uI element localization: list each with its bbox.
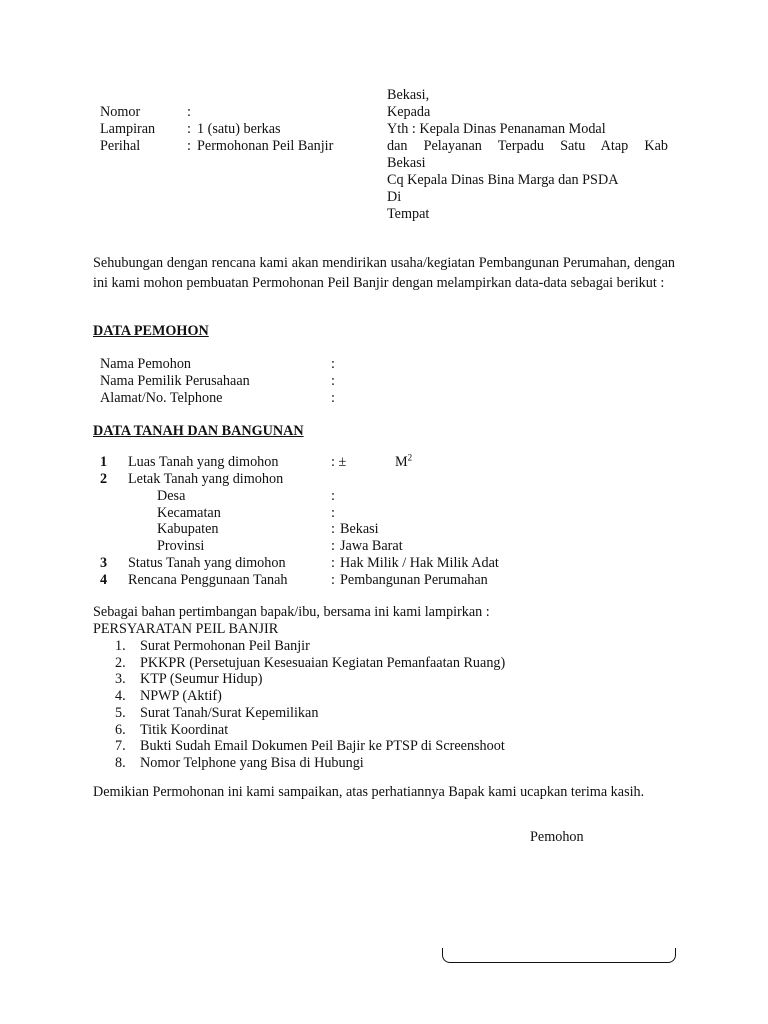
lampiran-label: Lampiran xyxy=(100,121,156,137)
list-item: Surat Permohonan Peil Banjir xyxy=(140,638,310,654)
status-tanah-label: Status Tanah yang dimohon xyxy=(128,555,286,571)
list-item: NPWP (Aktif) xyxy=(140,688,222,704)
persyaratan-heading: PERSYARATAN PEIL BANJIR xyxy=(93,621,279,637)
addressee-line-3: Bekasi xyxy=(387,155,426,171)
luas-tanah-label: Luas Tanah yang dimohon xyxy=(128,454,279,470)
list-item-number: 3. xyxy=(115,671,126,687)
list-item-number: 2. xyxy=(115,655,126,671)
lampiran-intro: Sebagai bahan pertimbangan bapak/ibu, bersama ini kami lampirkan : xyxy=(93,604,490,620)
list-item-number: 8. xyxy=(115,755,126,771)
nama-pemohon-colon: : xyxy=(331,356,335,372)
alamat-colon: : xyxy=(331,390,335,406)
kecamatan-label: Kecamatan xyxy=(157,505,221,521)
place-date: Bekasi, xyxy=(387,87,430,103)
addressee-line-1: Yth : Kepala Dinas Penanaman Modal xyxy=(387,121,606,137)
addressee-to: Kepada xyxy=(387,104,431,120)
provinsi-colon: : xyxy=(331,538,335,554)
perihal-value: Permohonan Peil Banjir xyxy=(197,138,334,154)
rencana-penggunaan-value: Pembangunan Perumahan xyxy=(340,572,488,588)
list-item: Bukti Sudah Email Dokumen Peil Bajir ke PTSP di Screenshoot xyxy=(140,738,505,754)
data-tanah-heading: DATA TANAH DAN BANGUNAN xyxy=(93,423,304,439)
signature-line xyxy=(442,948,676,963)
luas-tanah-unit: $M^2$ xyxy=(395,452,413,470)
nama-pemohon-label: Nama Pemohon xyxy=(100,356,192,372)
lampiran-value: 1 (satu) berkas xyxy=(197,121,281,137)
intro-paragraph: Sehubungan dengan rencana kami akan mendirikan usaha/kegiatan Pembangunan Perumahan, dengan ini kami mohon pembuatan Permohonan Peil Banjir dengan melampirkan data-data sebagai berikut : xyxy=(93,255,675,291)
nomor-label: Nomor xyxy=(100,104,141,120)
rencana-penggunaan-label: Rencana Penggunaan Tanah xyxy=(128,572,288,588)
status-tanah-colon: : xyxy=(331,555,335,571)
addressee-line-6: Tempat xyxy=(387,206,430,222)
provinsi-label: Provinsi xyxy=(157,538,205,554)
alamat-label: Alamat/No. Telphone xyxy=(100,390,223,406)
lampiran-colon: : xyxy=(187,121,191,137)
letak-tanah-label: Letak Tanah yang dimohon xyxy=(128,471,284,487)
rencana-penggunaan-colon: : xyxy=(331,572,335,588)
desa-colon: : xyxy=(331,488,335,504)
kabupaten-value: Bekasi xyxy=(340,521,379,537)
nomor-colon: : xyxy=(187,104,191,120)
provinsi-value: Jawa Barat xyxy=(340,538,403,554)
item-2-number: 2 xyxy=(100,471,108,487)
list-item-number: 5. xyxy=(115,705,126,721)
addressee-line-2: dan Pelayanan Terpadu Satu Atap Kab xyxy=(387,138,668,154)
addressee-line-4: Cq Kepala Dinas Bina Marga dan PSDA xyxy=(387,172,619,188)
list-item: Titik Koordinat xyxy=(140,722,229,738)
nama-pemilik-label: Nama Pemilik Perusahaan xyxy=(100,373,250,389)
addressee-line-5: Di xyxy=(387,189,402,205)
closing-paragraph: Demikian Permohonan ini kami sampaikan, atas perhatiannya Bapak kami ucapkan terima kasih. xyxy=(93,784,645,800)
list-item: Nomor Telphone yang Bisa di Hubungi xyxy=(140,755,364,771)
list-item-number: 7. xyxy=(115,738,126,754)
kabupaten-label: Kabupaten xyxy=(157,521,219,537)
perihal-label: Perihal xyxy=(100,138,141,154)
item-1-number: 1 xyxy=(100,454,108,470)
perihal-colon: : xyxy=(187,138,191,154)
status-tanah-value: Hak Milik / Hak Milik Adat xyxy=(340,555,499,571)
kabupaten-colon: : xyxy=(331,521,335,537)
item-3-number: 3 xyxy=(100,555,108,571)
item-4-number: 4 xyxy=(100,572,108,588)
list-item-number: 4. xyxy=(115,688,126,704)
list-item: PKKPR (Persetujuan Kesesuaian Kegiatan Pemanfaatan Ruang) xyxy=(140,655,506,671)
list-item: Surat Tanah/Surat Kepemilikan xyxy=(140,705,319,721)
desa-label: Desa xyxy=(157,488,186,504)
list-item-number: 6. xyxy=(115,722,126,738)
list-item-number: 1. xyxy=(115,638,126,654)
nama-pemilik-colon: : xyxy=(331,373,335,389)
list-item: KTP (Seumur Hidup) xyxy=(140,671,263,687)
signature-label: Pemohon xyxy=(530,829,584,845)
luas-tanah-colon: : ± xyxy=(331,454,347,470)
kecamatan-colon: : xyxy=(331,505,335,521)
data-pemohon-heading: DATA PEMOHON xyxy=(93,323,209,339)
